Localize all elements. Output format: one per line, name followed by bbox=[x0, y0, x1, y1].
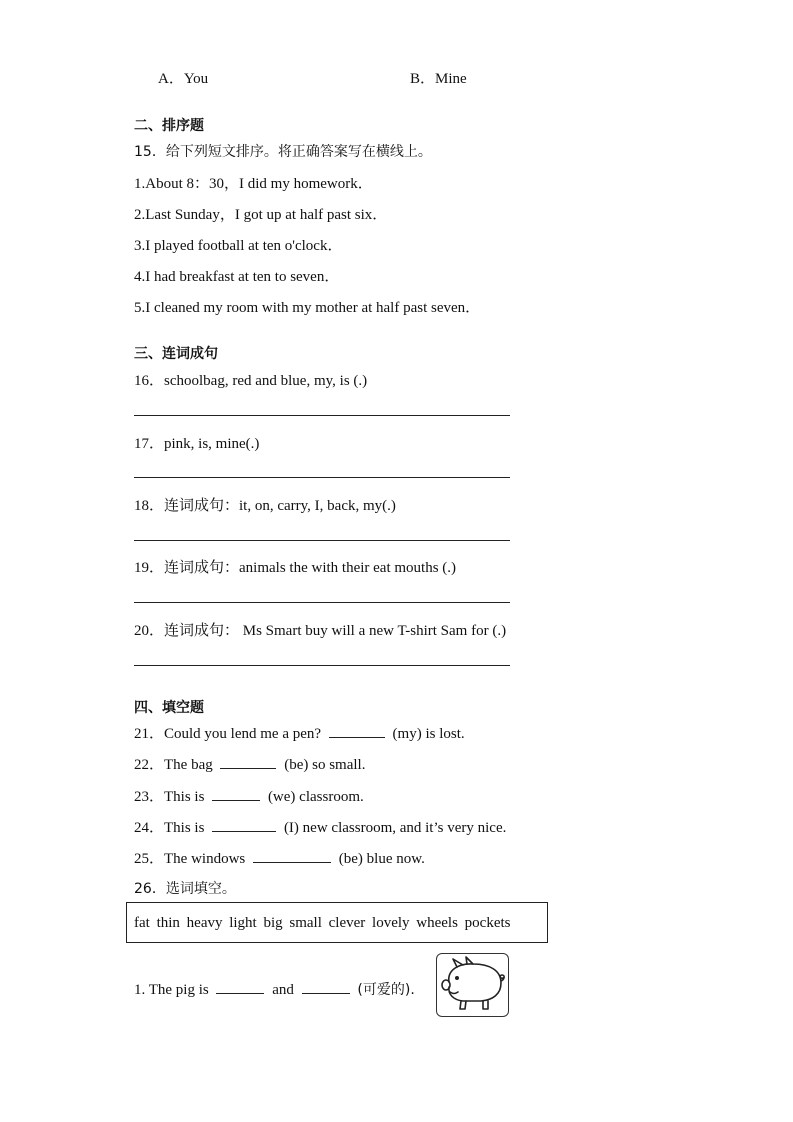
question-24-hint: (I) new classroom, and it’s very nice. bbox=[283, 820, 507, 836]
question-22-text: 22．The bag bbox=[134, 757, 213, 773]
question-17: 17．pink, is, mine(.) bbox=[134, 436, 260, 452]
question-16: 16．schoolbag, red and blue, my, is (.) bbox=[134, 373, 368, 389]
answer-line-16[interactable] bbox=[134, 415, 510, 416]
pig-sentence-and: and bbox=[272, 982, 294, 998]
pig-icon bbox=[437, 954, 508, 1016]
question-25 bbox=[134, 847, 425, 868]
question-26: 26．选词填空。 bbox=[134, 881, 236, 897]
blank-24[interactable] bbox=[212, 817, 276, 832]
blank-23[interactable] bbox=[212, 786, 260, 801]
question-24-text: 24．This is bbox=[134, 820, 205, 836]
option-b: B．Mine bbox=[410, 71, 467, 87]
sort-item-4: 4.I had breakfast at ten to seven． bbox=[134, 269, 340, 285]
section-4-heading: 四、填空题 bbox=[134, 700, 204, 716]
option-a: A．You bbox=[158, 71, 209, 87]
question-21 bbox=[134, 722, 465, 743]
sort-item-5: 5.I cleaned my room with my mother at half past seven． bbox=[134, 300, 481, 316]
answer-line-17[interactable] bbox=[134, 477, 510, 478]
question-19: 19．连词成句：animals the with their eat mouths (.) bbox=[134, 560, 457, 576]
question-25-text: 25．The windows bbox=[134, 851, 246, 867]
sort-item-2: 2.Last Sunday，I got up at half past six． bbox=[134, 207, 388, 223]
question-25-hint: (be) blue now. bbox=[338, 851, 425, 867]
question-23 bbox=[134, 785, 364, 806]
blank-25[interactable] bbox=[253, 848, 331, 863]
blank-22[interactable] bbox=[220, 754, 276, 769]
pig-blank-1[interactable] bbox=[216, 979, 264, 994]
question-21-text: 21．Could you lend me a pen? bbox=[134, 726, 322, 742]
question-24 bbox=[134, 816, 506, 837]
blank-21[interactable] bbox=[329, 723, 385, 738]
question-23-hint: (we) classroom. bbox=[267, 789, 364, 805]
answer-line-19[interactable] bbox=[134, 602, 510, 603]
answer-line-18[interactable] bbox=[134, 540, 510, 541]
pig-sentence bbox=[134, 979, 415, 999]
pig-picture-frame bbox=[436, 953, 509, 1017]
pig-blank-2[interactable] bbox=[302, 979, 350, 994]
section-2-heading: 二、排序题 bbox=[134, 118, 204, 134]
question-22-hint: (be) so small. bbox=[284, 757, 366, 773]
pig-sentence-start: 1. The pig is bbox=[134, 982, 209, 998]
word-bank: fat thin heavy light big small clever lovely wheels pockets bbox=[134, 915, 511, 931]
sort-item-3: 3.I played football at ten o'clock． bbox=[134, 238, 343, 254]
question-22 bbox=[134, 753, 365, 774]
sort-item-1: 1.About 8：30，I did my homework． bbox=[134, 176, 373, 192]
question-15: 15．给下列短文排序。将正确答案写在横线上。 bbox=[134, 144, 432, 160]
question-18: 18．连词成句：it, on, carry, I, back, my(.) bbox=[134, 498, 396, 514]
word-bank-box bbox=[126, 902, 548, 943]
question-21-hint: (my) is lost. bbox=[392, 726, 465, 742]
section-3-heading: 三、连词成句 bbox=[134, 346, 218, 362]
question-23-text: 23．This is bbox=[134, 789, 205, 805]
answer-line-20[interactable] bbox=[134, 665, 510, 666]
pig-sentence-hint: (可爱的). bbox=[357, 982, 415, 998]
question-20: 20．连词成句： Ms Smart buy will a new T-shirt Sam for (.) bbox=[134, 623, 507, 639]
